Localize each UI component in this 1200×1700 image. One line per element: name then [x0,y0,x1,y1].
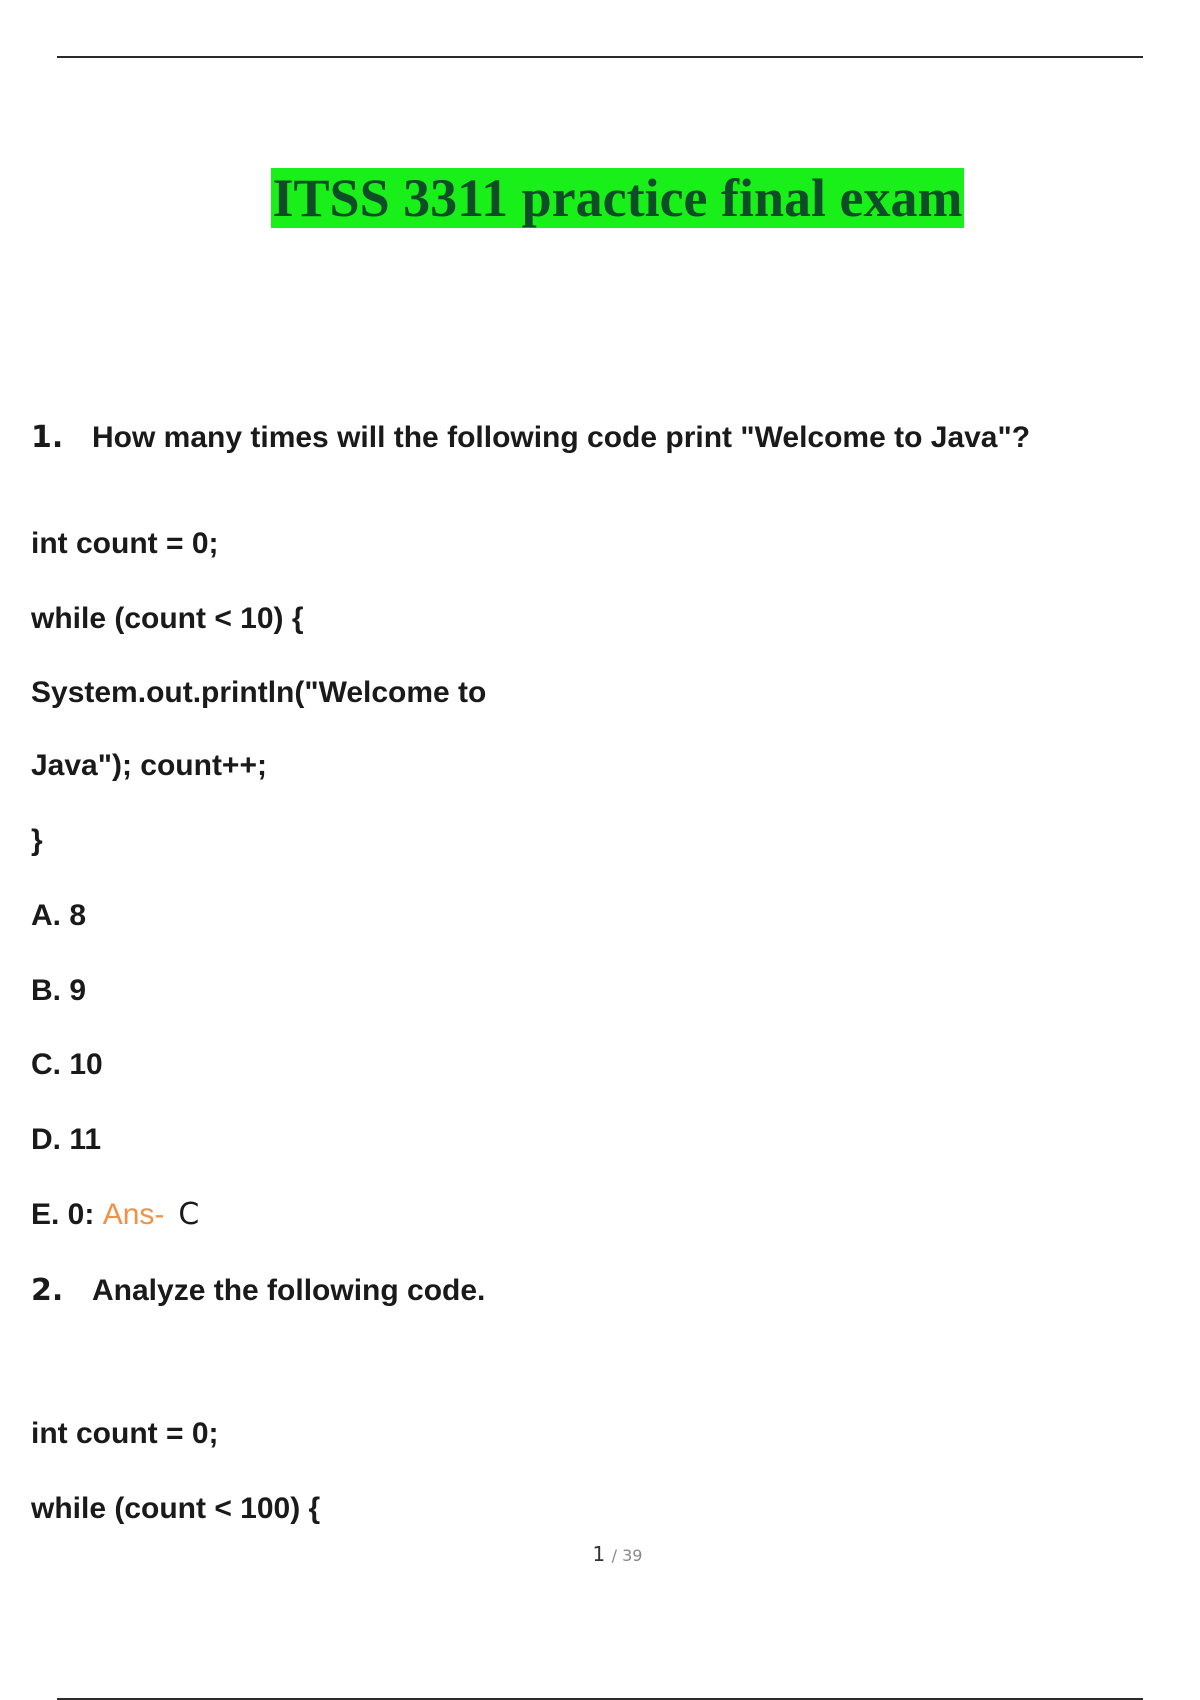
option-e-with-answer [31,1197,199,1233]
code-line: Java"); count++; [31,749,267,782]
option-b: B. 9 [31,974,87,1007]
page-indicator [0,1542,1200,1566]
code-line: while (count < 10) { [31,602,304,635]
option-e: E. 0: [31,1198,95,1231]
answer-value: C [178,1197,200,1232]
question-prompt: Analyze the following code. [92,1274,486,1307]
question-number: 2. [31,1273,64,1308]
question-number: 1. [31,420,64,455]
code-line: int count = 0; [31,527,219,560]
question-2-heading [31,1273,485,1309]
option-a: A. 8 [31,899,87,932]
answer-label: Ans- [102,1198,165,1231]
document-title: ITSS 3311 practice final exam [272,168,963,228]
top-divider [57,56,1143,58]
question-prompt: How many times will the following code print "Welcome to Java"? [92,421,1031,454]
code-line: System.out.println("Welcome to [31,676,487,709]
page-total: / 39 [611,1546,643,1565]
question-1-heading [31,420,1030,456]
code-line: int count = 0; [31,1417,219,1450]
option-d: D. 11 [31,1123,102,1156]
title-container [0,168,1200,228]
code-line: while (count < 100) { [31,1492,321,1525]
code-line: } [31,824,43,857]
page-current: 1 [592,1542,606,1566]
option-c: C. 10 [31,1048,103,1081]
